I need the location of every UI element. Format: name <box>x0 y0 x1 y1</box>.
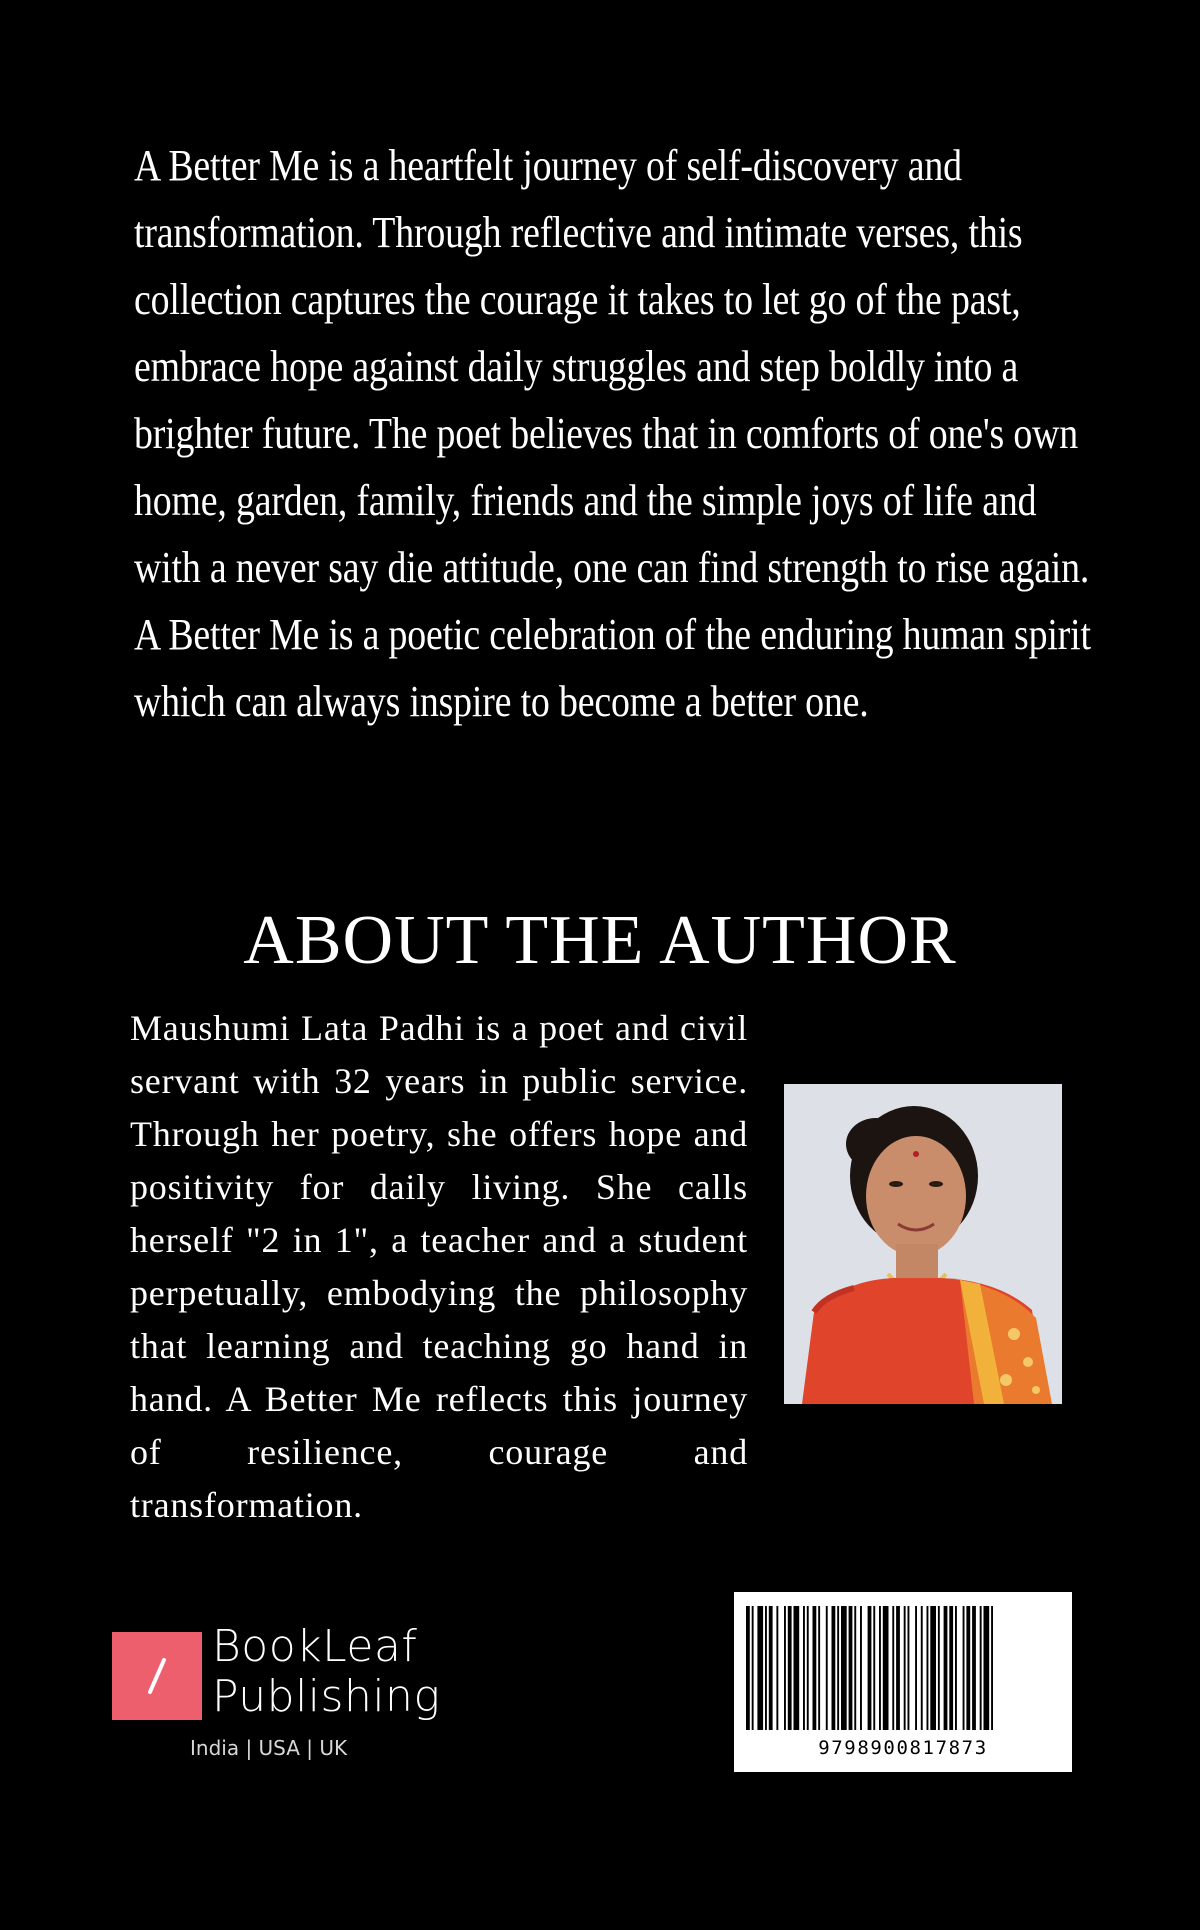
barcode-bar <box>837 1606 839 1730</box>
barcode-bar <box>818 1606 820 1730</box>
barcode-bar <box>963 1606 965 1730</box>
barcode-bar <box>984 1606 990 1730</box>
barcode-bar <box>921 1606 923 1730</box>
barcode-bar <box>972 1606 976 1730</box>
barcode-bar <box>784 1606 786 1730</box>
barcode-bars <box>746 1606 1060 1730</box>
barcode-bar <box>966 1606 970 1730</box>
barcode-bar <box>868 1606 872 1730</box>
barcode-bar <box>938 1606 940 1730</box>
barcode-bar <box>765 1606 767 1730</box>
isbn-barcode <box>734 1592 1072 1772</box>
book-blurb <box>134 132 1097 735</box>
barcode-bar <box>955 1606 957 1730</box>
barcode-bar <box>879 1606 881 1730</box>
barcode-bar <box>807 1606 809 1730</box>
barcode-bar <box>904 1606 906 1730</box>
isbn-number: 9798900817873 <box>818 1737 988 1759</box>
barcode-bar <box>788 1606 792 1730</box>
publisher-name <box>212 1622 440 1722</box>
bookleaf-mark-icon <box>112 1632 202 1720</box>
barcode-bar <box>854 1606 856 1730</box>
barcode-bar <box>803 1606 805 1730</box>
barcode-bar <box>873 1606 875 1730</box>
blurb-paragraph-1: A Better Me is a heartfelt journey of self-discovery and transformation. Through reflective and intimate verses, this collection captures the courage it takes to let go of the past, embrace hope against daily struggles and step boldly into a brighter future. The poet believes that in comforts of one's own home, garden, family, friends and the simple joys of life and with a never say die attitude, one can find strength to rise again. <box>134 141 1090 592</box>
barcode-bar <box>930 1606 936 1730</box>
barcode-bar <box>991 1606 993 1730</box>
barcode-bar <box>883 1606 889 1730</box>
barcode-bar <box>860 1606 862 1730</box>
barcode-bar <box>908 1606 910 1730</box>
barcode-bar <box>927 1606 929 1730</box>
publisher-name-line-1: BookLeaf <box>212 1621 418 1672</box>
barcode-bar <box>915 1606 917 1730</box>
author-photo <box>784 1084 1062 1404</box>
publisher-name-line-2: Publishing <box>212 1671 441 1722</box>
barcode-bar <box>757 1606 763 1730</box>
publisher-locations: India | USA | UK <box>190 1736 348 1760</box>
publisher-logo <box>112 1621 472 1768</box>
barcode-bar <box>776 1606 778 1730</box>
barcode-bar <box>826 1606 828 1730</box>
barcode-bar <box>849 1606 853 1730</box>
author-portrait-image <box>784 1084 1062 1404</box>
author-bio: Maushumi Lata Padhi is a poet and civil servant with 32 years in public service. Through her poetry, she offers hope and positivity for daily living. She calls herself "2 in 1", a teacher and a student perpetually, embodying the philosophy that learning and teaching go hand in hand. A Better Me reflects this journey of resilience, courage and transformation. <box>130 1008 748 1525</box>
barcode-bar <box>746 1606 750 1730</box>
barcode-bar <box>813 1606 817 1730</box>
barcode-bar <box>832 1606 836 1730</box>
barcode-bar <box>769 1606 773 1730</box>
barcode-bar <box>794 1606 800 1730</box>
barcode-bar <box>896 1606 900 1730</box>
barcode-bar <box>752 1606 754 1730</box>
barcode-bar <box>841 1606 847 1730</box>
barcode-bar <box>892 1606 894 1730</box>
barcode-bar <box>980 1606 982 1730</box>
barcode-bar <box>944 1606 948 1730</box>
about-the-author-heading: ABOUT THE AUTHOR <box>243 902 957 979</box>
barcode-bar <box>949 1606 953 1730</box>
blurb-paragraph-2: A Better Me is a poetic celebration of the enduring human spirit which can always inspire to become a better one. <box>134 610 1091 726</box>
